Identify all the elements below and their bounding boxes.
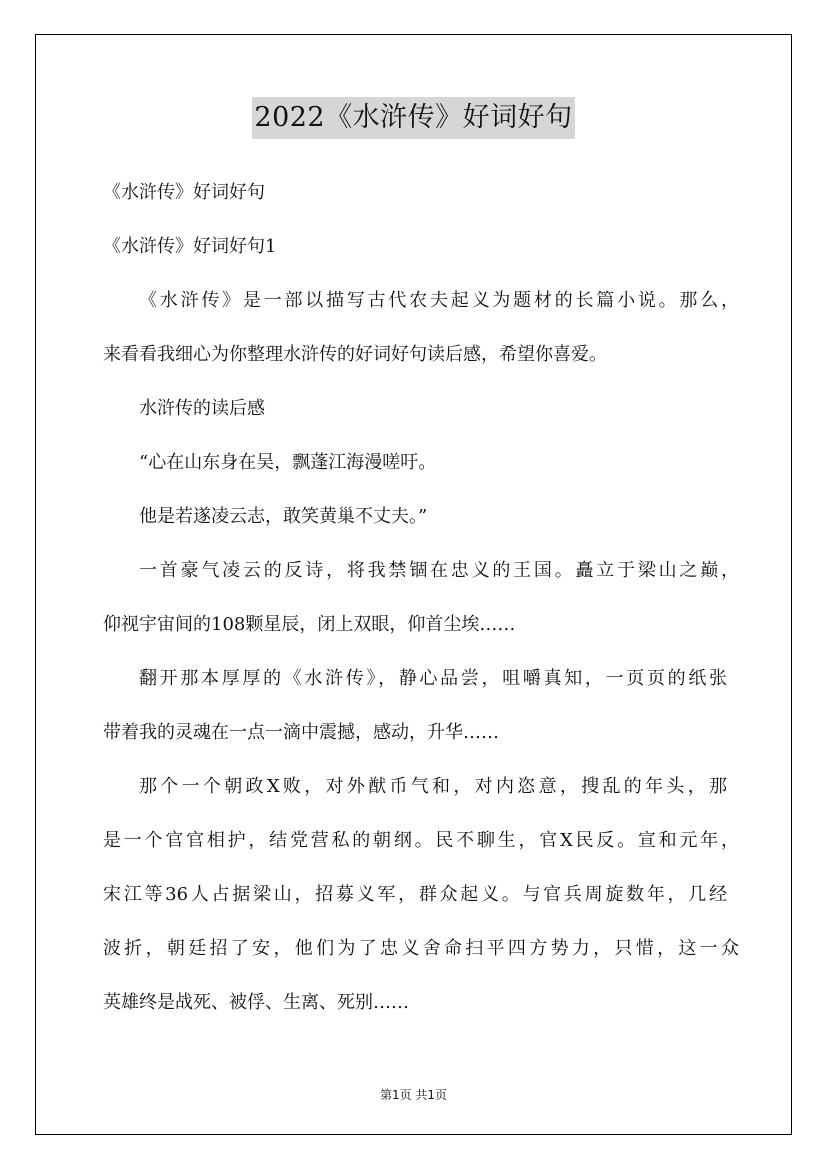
poem-line-1: “心在山东身在吴，飘蓬江海漫嗟吁。 [139, 452, 437, 473]
paragraph-3-line-1: 那个一个朝政X败，对外猷币气和，对内恣意，搜乱的年头，那 [139, 776, 727, 797]
paragraph-2-line-2: 带着我的灵魂在一点一滴中震撼，感动，升华…… [103, 722, 499, 743]
intro-line-1: 《水浒传》是一部以描写古代农夫起义为题材的长篇小说。那么， [139, 290, 739, 311]
paragraph-3-line-3: 宋江等36人占据梁山，招募义军，群众起义。与官兵周旋数年，几经 [103, 884, 727, 905]
paragraph-1-line-1: 一首豪气凌云的反诗，将我禁锢在忠义的王国。矗立于梁山之巅， [139, 560, 739, 581]
paragraph-3-line-2: 是一个官官相护，结党营私的朝纲。民不聊生，官X民反。宣和元年， [103, 830, 739, 851]
paragraph-1-line-2: 仰视宇宙间的108颗星辰，闭上双眼，仰首尘埃…… [103, 614, 516, 635]
page-footer: 第1页 共1页 [379, 1088, 448, 1102]
paragraph-2-line-1: 翻开那本厚厚的《水浒传》，静心品尝，咀嚼真知，一页页的纸张 [139, 668, 727, 689]
section-heading: 《水浒传》好词好句1 [103, 236, 277, 257]
title-container [0, 97, 827, 139]
poem-line-2: 他是若遂凌云志，敢笑黄巢不丈夫。” [139, 506, 428, 527]
document-subtitle: 《水浒传》好词好句 [103, 182, 265, 203]
paragraph-3-line-5: 英雄终是战死、被俘、生离、死别…… [103, 992, 409, 1013]
intro-line-2: 来看看我细心为你整理水浒传的好词好句读后感，希望你喜爱。 [103, 344, 607, 365]
document-title: 2022《水浒传》好词好句 [252, 97, 574, 139]
reading-heading: 水浒传的读后感 [139, 398, 265, 419]
paragraph-3-line-4: 波折，朝廷招了安，他们为了忠义舍命扫平四方势力，只惜，这一众 [103, 938, 739, 959]
